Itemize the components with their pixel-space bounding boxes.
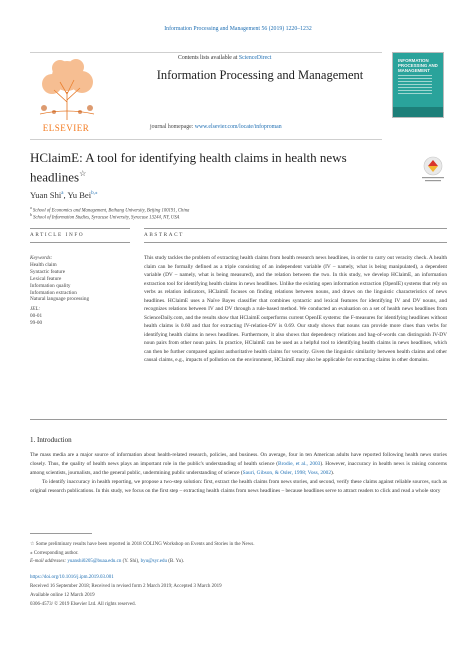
contents-prefix: Contents lists available at [178,55,238,61]
divider [30,419,447,420]
doi-text[interactable]: https://doi.org/10.1016/j.ipm.2019.03.001 [30,575,114,580]
journal-cover-thumbnail [392,52,444,118]
abstract-heading: ABSTRACT [144,232,184,238]
cover-title: INFORMATION PROCESSING AND MANAGEMENT [398,58,438,74]
jel-code: 00-01 [30,313,43,320]
check-for-updates-badge[interactable] [418,154,448,184]
affiliation-text: School of Information Studies, Syracuse University, Syracuse 13244, NY, USA [33,215,180,221]
citation-link[interactable]: Sauri, Gibson, & Osler, 1998; Voss, 2002 [242,470,332,476]
paragraph [30,451,447,478]
journal-homepage [150,124,282,130]
author-list: Yuan Shi$^a$, Yu Bei$^{b,⁎}$ [30,190,98,200]
section-heading-introduction: 1. Introduction [30,436,72,444]
keyword-item: Lexical feature [30,275,62,282]
article-info-heading: ARTICLE INFO [30,232,85,238]
doi-link[interactable] [30,575,114,580]
keywords-label: Keywords: [30,255,53,261]
homepage-link[interactable]: www.elsevier.com/locate/infoproman [194,124,282,130]
crossmark-icon [418,154,448,184]
divider [30,228,130,229]
author-affil-mark[interactable]: a [61,191,64,197]
publisher-name: ELSEVIER [42,123,90,133]
citation-link[interactable]: Brodie, et al., 2003 [278,461,321,467]
sciencedirect-link[interactable]: ScienceDirect [238,55,272,61]
email-link[interactable]: yuanshi0205@buaa.edu.cn [67,559,122,564]
elsevier-tree-logo [32,54,102,122]
author-name[interactable]: Yuan Shi [30,190,62,200]
keyword-item: Information quality [30,282,71,289]
title-footnote-mark[interactable]: ☆ [79,169,87,178]
homepage-prefix: journal homepage: [150,124,194,130]
keyword-item: Syntactic feature [30,268,65,275]
author-name[interactable]: Yu Bei [67,190,92,200]
paragraph-text: The mass media are a major source of information about health-related research, policies, and business. On average, four in ten American adults have reported following health news stories closely. Thus, the quality of health news plays an important role in the public's understanding of health science ( [30,452,447,467]
affiliation [30,213,179,221]
abstract-text: This study tackles the problem of extracting health claims from health research news headlines, in order to carry out veracity check. A health claim can be formally defined as a triple consisting of an independent variable (IV – namely, what is being manipulated), a dependent variable (DV – namely, what is being measured), and the relation between the two. In this study, we develop HClaimE, an information extraction tool for identifying health claims in news headlines. Unlike the existing open information extraction (OpenIE) systems that rely on verbs as relation indicators, HClaimE focuses on finding relations between nouns, and draws on the linguistic characteristics of news headlines. HClaimE uses a Naïve Bayes classifier that combines syntactic and lexical features for identifying IV and DV nouns, and recognizes relations between IV and DV through a rule-based method. We conducted an evaluation on a set of health news headlines from ScienceDaily.com, and the results show that HClaimE outperforms current OpenIE systems: the F-measures for identifying headlines without health claims is 0.60 and that for extracting IV-relation-DV is 0.69. Our study shows that nouns can provide more clues than verbs for identifying health claims in news headlines. Furthermore, it also shows that dependency relations and bag-of-words can distinguish IV-DV noun pairs from other noun pairs. In practice, HClaimE can be used as a helpful tool to identifying health claims in news headlines, which can then be further compared against authoritative health claims for veracity. Given the linguistic similarity between health claims and other causal claims, e.g., impacts of pollution on the environment, HClaimE may also be applicable for extracting claims in other domains. [144,255,447,363]
email-owner: (Y. Shi), [122,559,140,564]
divider [144,242,447,243]
email-link[interactable]: byu@syr.edu [140,559,167,564]
cover-decoration [398,75,432,95]
footnote-divider [30,533,92,534]
elsevier-tree-icon [32,54,102,122]
jel-code: 99-00 [30,320,43,327]
keyword-item: Health claim [30,261,57,268]
keywords-block [30,255,89,327]
divider [144,228,447,229]
cover-strip [393,107,443,117]
keyword-item: Information extraction [30,289,77,296]
footnote-corresponding: ⁎ Corresponding author. [30,551,79,556]
introduction-body [30,451,447,496]
contents-line [178,55,271,61]
paragraph-text: ). [331,470,335,476]
affiliation-mark: a [30,206,32,210]
email-owner: (B. Yu). [168,559,185,564]
received-dates: Received 16 September 2018; Received in revised form 2 March 2019; Accepted 3 March 2019 [30,584,222,589]
article-title [30,150,390,185]
issn-copyright: 0306-4573/ © 2019 Elsevier Ltd. All rights reserved. [30,602,136,607]
divider [30,242,130,243]
paragraph-text: ). However, inaccuracy in health news is raising concerns among scientists, journalists, and the general public, undermining public understanding of science ( [30,461,447,476]
journal-title: Information Processing and Management [156,68,364,82]
email-label: E-mail addresses: [30,559,67,564]
available-online: Available online 12 March 2019 [30,593,95,598]
affiliation-text: School of Economics and Management, Beihang University, Beijing 100191, China [32,208,190,214]
paragraph: To identify inaccuracy in health reporting, we propose a two-step solution: first, extract the health claims from news stories, and second, verify these claims against reliable sources, such as original research publications. In this study, we focus on the first step – extracting health claims from news headlines – because headlines serve to attract readers to click and read a whole story [30,479,447,494]
affiliation-mark: b [30,213,32,217]
jel-label: JEL: [30,306,41,313]
keyword-item: Natural language processing [30,296,90,303]
journal-citation-line[interactable]: Information Processing and Management 56 (2019) 1220–1232 [164,26,312,32]
footnote-star: ☆ Some preliminary results have been reported in 2018 COLING Workshop on Events and Stories in the News. [30,542,255,547]
article-title-text: HClaimE: A tool for identifying health claims in health news headlines [30,150,347,185]
footnote-email [30,559,184,564]
author-affil-mark[interactable]: b,⁎ [91,191,98,197]
